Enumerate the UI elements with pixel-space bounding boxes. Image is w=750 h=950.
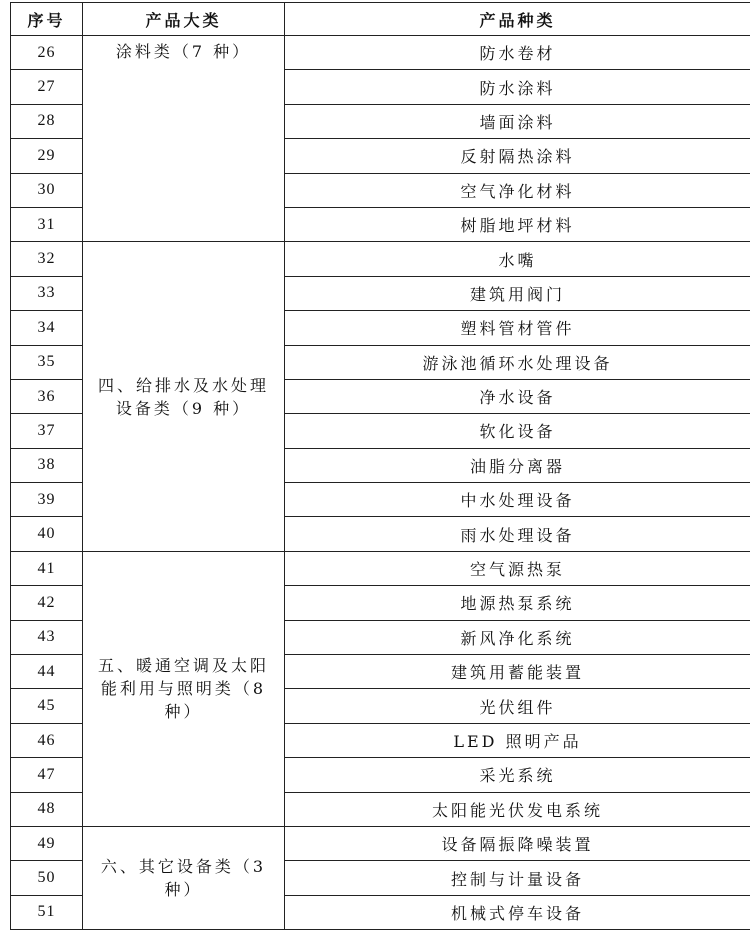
row-number: 51 [11,895,83,929]
row-number: 46 [11,723,83,757]
row-number: 38 [11,448,83,482]
table-header-row [11,3,750,36]
row-number: 50 [11,861,83,895]
product-type-cell: 设备隔振降噪装置 [285,826,750,860]
table-row [11,36,750,70]
row-number: 40 [11,517,83,551]
header-type: 产品种类 [285,3,750,36]
table-row [11,826,750,860]
product-type-cell: 防水涂料 [285,70,750,104]
row-number: 29 [11,139,83,173]
row-number: 35 [11,345,83,379]
header-num: 序号 [11,3,83,36]
table-body [11,36,750,930]
product-type-cell: 新风净化系统 [285,620,750,654]
product-type-cell: 建筑用蓄能装置 [285,655,750,689]
row-number: 37 [11,414,83,448]
product-type-cell: 防水卷材 [285,36,750,70]
row-number: 39 [11,483,83,517]
product-type-cell: 水嘴 [285,242,750,276]
product-type-cell: 光伏组件 [285,689,750,723]
category-cell: 五、暖通空调及太阳能利用与照明类（8 种） [83,551,285,826]
product-type-cell: 游泳池循环水处理设备 [285,345,750,379]
product-type-cell: 机械式停车设备 [285,895,750,929]
product-type-cell: 油脂分离器 [285,448,750,482]
product-type-cell: 建筑用阀门 [285,276,750,310]
row-number: 33 [11,276,83,310]
row-number: 42 [11,586,83,620]
row-number: 45 [11,689,83,723]
product-type-cell: LED 照明产品 [285,723,750,757]
row-number: 34 [11,311,83,345]
product-type-cell: 中水处理设备 [285,483,750,517]
row-number: 31 [11,207,83,241]
table-row [11,551,750,585]
category-cell: 六、其它设备类（3 种） [83,826,285,929]
category-cell: 四、给排水及水处理设备类（9 种） [83,242,285,552]
row-number: 41 [11,551,83,585]
product-type-cell: 墙面涂料 [285,104,750,138]
row-number: 49 [11,826,83,860]
row-number: 48 [11,792,83,826]
row-number: 27 [11,70,83,104]
product-type-cell: 空气源热泵 [285,551,750,585]
table-row [11,242,750,276]
row-number: 43 [11,620,83,654]
product-table-container [10,2,750,930]
row-number: 44 [11,655,83,689]
product-table [10,2,750,930]
row-number: 30 [11,173,83,207]
header-category: 产品大类 [83,3,285,36]
row-number: 36 [11,379,83,413]
product-type-cell: 软化设备 [285,414,750,448]
product-type-cell: 塑料管材管件 [285,311,750,345]
product-type-cell: 雨水处理设备 [285,517,750,551]
row-number: 26 [11,36,83,70]
row-number: 47 [11,758,83,792]
product-type-cell: 反射隔热涂料 [285,139,750,173]
product-type-cell: 采光系统 [285,758,750,792]
product-type-cell: 空气净化材料 [285,173,750,207]
product-type-cell: 树脂地坪材料 [285,207,750,241]
product-type-cell: 地源热泵系统 [285,586,750,620]
product-type-cell: 太阳能光伏发电系统 [285,792,750,826]
row-number: 32 [11,242,83,276]
product-type-cell: 净水设备 [285,379,750,413]
category-cell: 涂料类（7 种） [83,36,285,242]
row-number: 28 [11,104,83,138]
product-type-cell: 控制与计量设备 [285,861,750,895]
